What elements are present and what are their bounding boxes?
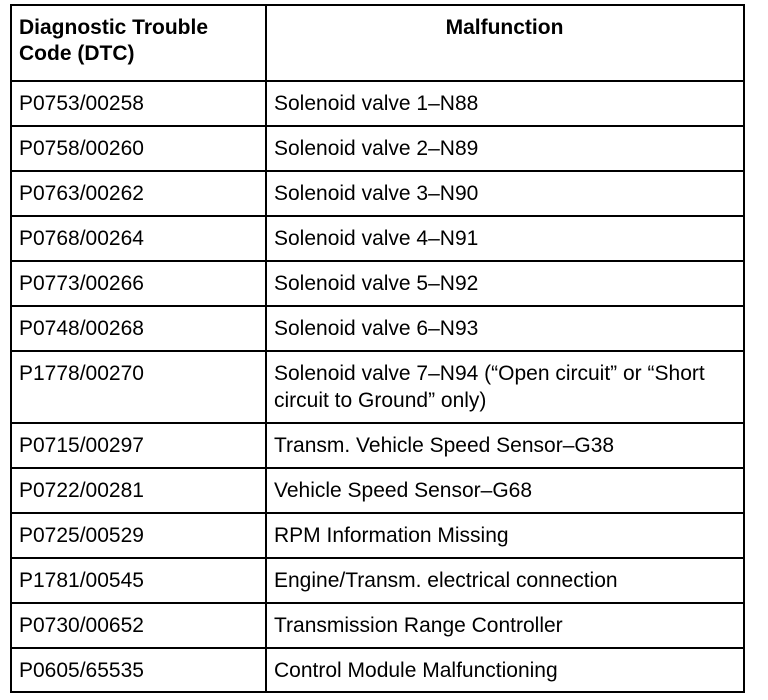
table-row (11, 513, 744, 558)
dtc-code-cell: P0730/00652 (11, 603, 266, 648)
table-header-row (11, 5, 744, 81)
table-row (11, 468, 744, 513)
malfunction-cell: Engine/Transm. electrical connection (266, 558, 744, 603)
table-row (11, 603, 744, 648)
malfunction-cell: Solenoid valve 6–N93 (266, 306, 744, 351)
column-header-dtc: Diagnostic Trouble Code (DTC) (11, 5, 266, 81)
table-row (11, 558, 744, 603)
table-row (11, 351, 744, 423)
dtc-code-cell: P0748/00268 (11, 306, 266, 351)
malfunction-cell: Transm. Vehicle Speed Sensor–G38 (266, 423, 744, 468)
malfunction-cell: Control Module Malfunctioning (266, 648, 744, 692)
dtc-code-cell: P0605/65535 (11, 648, 266, 692)
dtc-code-cell: P1781/00545 (11, 558, 266, 603)
dtc-code-cell: P0722/00281 (11, 468, 266, 513)
dtc-code-cell: P0715/00297 (11, 423, 266, 468)
table-row (11, 81, 744, 126)
dtc-code-cell: P0753/00258 (11, 81, 266, 126)
dtc-code-cell: P1778/00270 (11, 351, 266, 423)
table-row (11, 423, 744, 468)
malfunction-cell: Solenoid valve 7–N94 (“Open circuit” or “Short circuit to Ground” only) (266, 351, 744, 423)
table-row (11, 216, 744, 261)
malfunction-cell: Solenoid valve 4–N91 (266, 216, 744, 261)
dtc-code-cell: P0768/00264 (11, 216, 266, 261)
dtc-code-cell: P0763/00262 (11, 171, 266, 216)
malfunction-cell: Solenoid valve 2–N89 (266, 126, 744, 171)
malfunction-cell: Solenoid valve 5–N92 (266, 261, 744, 306)
dtc-code-cell: P0725/00529 (11, 513, 266, 558)
table-row (11, 261, 744, 306)
table-row (11, 306, 744, 351)
malfunction-cell: Solenoid valve 3–N90 (266, 171, 744, 216)
table-row (11, 648, 744, 692)
malfunction-cell: Solenoid valve 1–N88 (266, 81, 744, 126)
column-header-malfunction: Malfunction (266, 5, 744, 81)
table-row (11, 171, 744, 216)
malfunction-cell: Vehicle Speed Sensor–G68 (266, 468, 744, 513)
table-row (11, 126, 744, 171)
dtc-code-cell: P0758/00260 (11, 126, 266, 171)
dtc-code-cell: P0773/00266 (11, 261, 266, 306)
malfunction-cell: Transmission Range Controller (266, 603, 744, 648)
dtc-table (10, 4, 745, 693)
malfunction-cell: RPM Information Missing (266, 513, 744, 558)
